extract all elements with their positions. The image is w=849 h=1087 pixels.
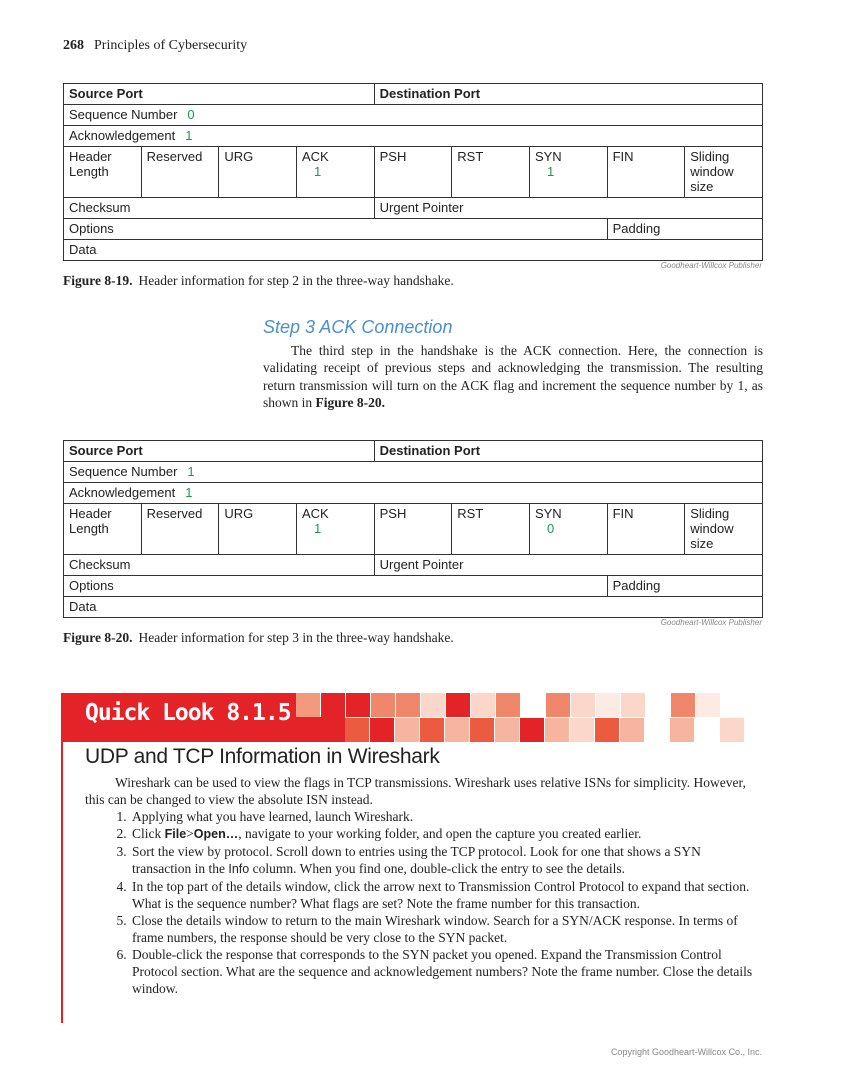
mosaic-square xyxy=(371,693,395,717)
checksum-cell: Checksum xyxy=(64,198,375,219)
quicklook-body xyxy=(85,774,763,997)
mosaic-square xyxy=(446,693,470,717)
mosaic-square xyxy=(546,693,570,717)
seq-value: 1 xyxy=(187,464,195,479)
mosaic-square xyxy=(670,718,694,742)
mosaic-square xyxy=(496,693,520,717)
figure-credit: Goodheart-Willcox Publisher xyxy=(660,261,762,270)
mosaic-square xyxy=(671,693,695,717)
quicklook-label: Quick Look 8.1.5 xyxy=(85,700,291,726)
running-header xyxy=(63,38,247,54)
syn-flag-value: 1 xyxy=(546,164,555,179)
step-item: 5. Close the details window to return to the main Wireshark window. Search for a SYN/ACK response. In terms of frame numbers, the response should be very close to the SYN packet. xyxy=(130,912,763,946)
syn-flag-cell: SYN 1 xyxy=(529,147,607,198)
ack-flag-cell: ACK 1 xyxy=(296,504,374,555)
source-port-cell: Source Port xyxy=(64,84,375,105)
step-item: 4. In the top part of the details window, click the arrow next to Transmission Control Protocol to expand that section. What is the sequence number? What flags are set? Note the frame number for this transaction. xyxy=(130,878,763,912)
mosaic-square xyxy=(396,693,420,717)
mosaic-square xyxy=(370,718,394,742)
seq-value: 0 xyxy=(187,107,195,122)
step-item: 1. Applying what you have learned, launch Wireshark. xyxy=(130,808,763,825)
mosaic-square xyxy=(471,693,495,717)
step3-paragraph: The third step in the handshake is the ACK connection. Here, the connection is validating receipt of previous steps and acknowledging the transmission. The resulting return transmission will turn on the ACK flag and increment the sequence number by 1, as shown in Figure 8-20. xyxy=(263,343,763,410)
sliding-window-cell: Sliding window size xyxy=(685,504,763,555)
mosaic-square xyxy=(470,718,494,742)
syn-flag-cell: SYN 0 xyxy=(529,504,607,555)
step-item: 2. Click File>Open…, navigate to your working folder, and open the capture you created earlier. xyxy=(130,825,763,843)
mosaic-square xyxy=(695,718,719,742)
destination-port-cell: Destination Port xyxy=(374,441,762,462)
mosaic-square xyxy=(345,718,369,742)
padding-cell: Padding xyxy=(607,219,762,240)
acknowledgement-cell: Acknowledgement 1 xyxy=(64,483,763,504)
copyright: Copyright Goodheart-Willcox Co., Inc. xyxy=(610,1047,762,1057)
acknowledgement-cell: Acknowledgement 1 xyxy=(64,126,763,147)
reserved-cell: Reserved xyxy=(141,147,219,198)
urg-cell: URG xyxy=(219,147,297,198)
quicklook-steps xyxy=(85,808,763,997)
fin-cell: FIN xyxy=(607,504,685,555)
mosaic-square xyxy=(595,718,619,742)
rst-cell: RST xyxy=(452,504,530,555)
book-title: Principles of Cybersecurity xyxy=(94,38,248,53)
syn-flag-value: 0 xyxy=(546,521,555,536)
ack-value: 1 xyxy=(185,128,193,143)
figure-caption: Figure 8-20. Header information for step 3 in the three-way handshake. xyxy=(63,630,454,645)
mosaic-square xyxy=(545,718,569,742)
sequence-number-cell: Sequence Number 0 xyxy=(64,105,763,126)
mosaic-square xyxy=(445,718,469,742)
urgent-pointer-cell: Urgent Pointer xyxy=(374,198,762,219)
step-item: 3. Sort the view by protocol. Scroll down to entries using the TCP protocol. Look for one that shows a SYN transaction in the Info column. When you find one, double-click the entry to see the details. xyxy=(130,843,763,878)
mosaic-square xyxy=(621,693,645,717)
mosaic-square xyxy=(421,693,445,717)
rst-cell: RST xyxy=(452,147,530,198)
checksum-cell: Checksum xyxy=(64,555,375,576)
figure-caption: Figure 8-19. Header information for step 2 in the three-way handshake. xyxy=(63,273,454,288)
mosaic-square xyxy=(720,718,744,742)
mosaic-square xyxy=(571,693,595,717)
options-cell: Options xyxy=(64,219,608,240)
sequence-number-cell: Sequence Number 1 xyxy=(64,462,763,483)
mosaic-square xyxy=(346,693,370,717)
psh-cell: PSH xyxy=(374,504,452,555)
options-cell: Options xyxy=(64,576,608,597)
source-port-cell: Source Port xyxy=(64,441,375,462)
ack-value: 1 xyxy=(185,485,193,500)
header-length-cell: Header Length xyxy=(64,504,142,555)
fin-cell: FIN xyxy=(607,147,685,198)
data-cell: Data xyxy=(64,240,763,261)
psh-cell: PSH xyxy=(374,147,452,198)
reserved-cell: Reserved xyxy=(141,504,219,555)
step-item: 6. Double-click the response that corresponds to the SYN packet you opened. Expand the Transmission Control Protocol section. What are the sequence and acknowledgement numbers? Note the frame number. Close the details window. xyxy=(130,946,763,997)
data-cell: Data xyxy=(64,597,763,618)
mosaic-square xyxy=(570,718,594,742)
mosaic-square xyxy=(395,718,419,742)
quicklook-intro: Wireshark can be used to view the flags in TCP transmissions. Wireshark uses relative ISNs for simplicity. However, this can be changed to view the absolute ISN instead. xyxy=(85,775,746,807)
figure-credit: Goodheart-Willcox Publisher xyxy=(660,618,762,627)
mosaic-square xyxy=(495,718,519,742)
sliding-window-cell: Sliding window size xyxy=(685,147,763,198)
mosaic-square xyxy=(645,718,669,742)
ack-flag-value: 1 xyxy=(313,521,322,536)
urg-cell: URG xyxy=(219,504,297,555)
mosaic-square xyxy=(646,693,670,717)
mosaic-square xyxy=(696,693,720,717)
header-length-cell: Header Length xyxy=(64,147,142,198)
page-number: 268 xyxy=(63,38,84,53)
urgent-pointer-cell: Urgent Pointer xyxy=(374,555,762,576)
ack-flag-value: 1 xyxy=(313,164,322,179)
destination-port-cell: Destination Port xyxy=(374,84,762,105)
mosaic-square xyxy=(521,693,545,717)
padding-cell: Padding xyxy=(607,576,762,597)
mosaic-square xyxy=(321,693,345,717)
mosaic-square xyxy=(620,718,644,742)
ack-flag-cell: ACK 1 xyxy=(296,147,374,198)
quicklook-margin-rule xyxy=(61,693,63,1023)
quicklook-title: UDP and TCP Information in Wireshark xyxy=(85,745,440,768)
mosaic-square xyxy=(420,718,444,742)
step3-heading: Step 3 ACK Connection xyxy=(263,317,453,337)
mosaic-square xyxy=(596,693,620,717)
mosaic-square xyxy=(296,693,320,717)
mosaic-square xyxy=(520,718,544,742)
